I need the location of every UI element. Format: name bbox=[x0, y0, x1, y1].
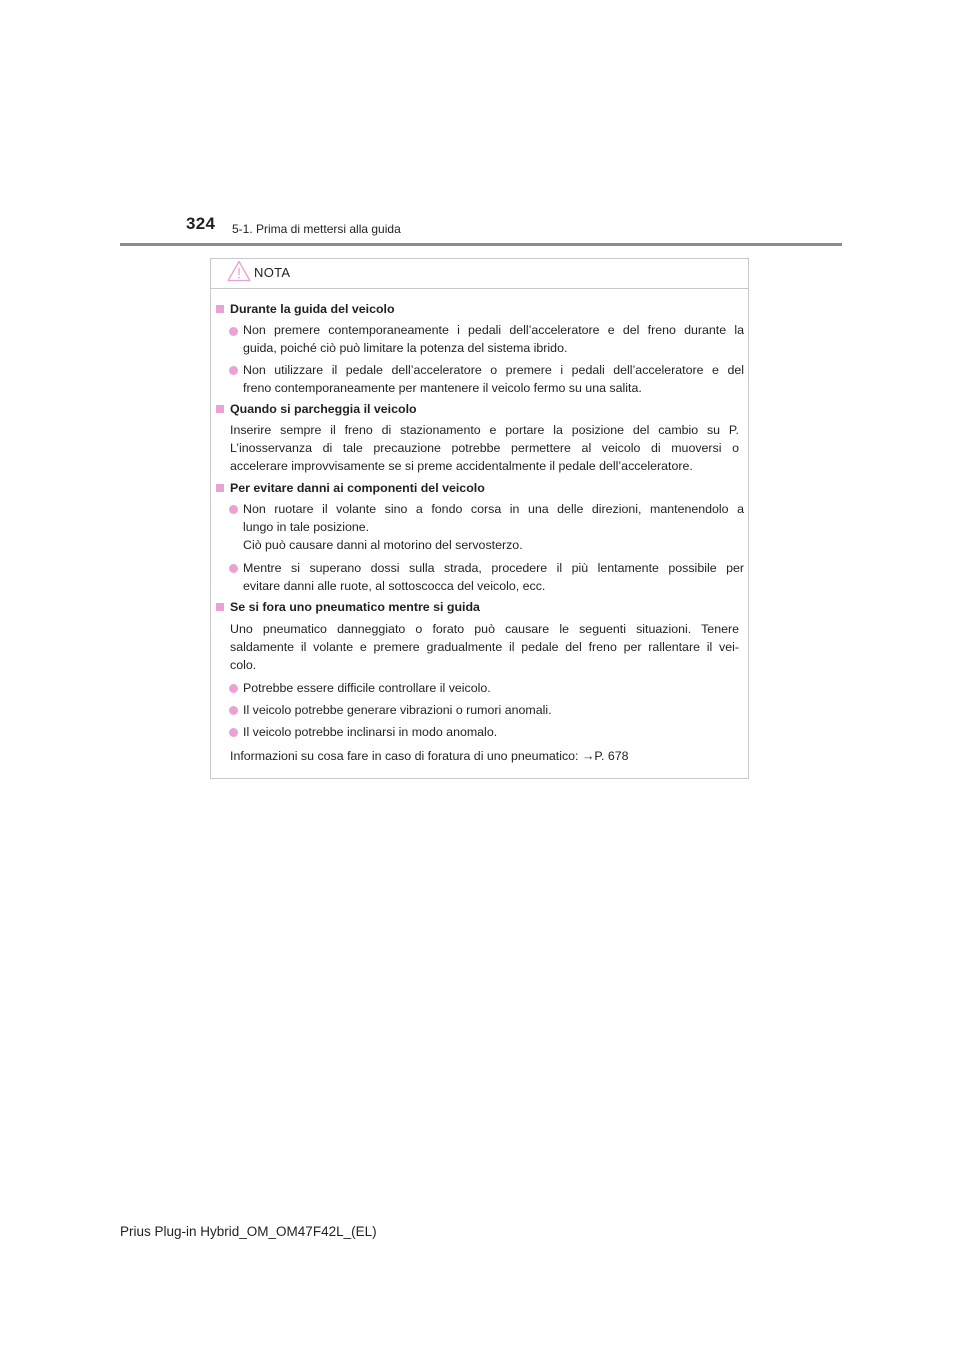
bullet-text: Mentre si superano dossi sulla strada, procedere il più lentamente possibile per bbox=[243, 561, 744, 575]
square-bullet-icon bbox=[216, 484, 224, 492]
paragraph-line: Uno pneumatico danneggiato o forato può causare le seguenti situazioni. Tenere bbox=[230, 622, 739, 636]
warning-triangle-icon bbox=[227, 260, 251, 282]
bullet-text: evitare danni alle ruote, al sottoscocca del veicolo, ecc. bbox=[243, 579, 546, 593]
paragraph-line: accelerare improvvisamente se si preme accidentalmente il pedale dell’acceleratore. bbox=[230, 459, 693, 473]
paragraph-line: Inserire sempre il freno di stazionamento e portare la posizione del cambio su P. bbox=[230, 423, 739, 437]
square-bullet-icon bbox=[216, 305, 224, 313]
bullet-icon bbox=[229, 706, 238, 715]
bullet-text: freno contemporaneamente per mantenere il veicolo fermo su una salita. bbox=[243, 381, 642, 395]
bullet-icon bbox=[229, 505, 238, 514]
paragraph-line: colo. bbox=[230, 658, 257, 672]
bullet-icon bbox=[229, 564, 238, 573]
square-bullet-icon bbox=[216, 405, 224, 413]
bullet-text: Non ruotare il volante sino a fondo corsa in una delle direzioni, mantenendolo a bbox=[243, 502, 744, 516]
section-heading: Quando si parcheggia il veicolo bbox=[216, 402, 417, 416]
bullet-icon bbox=[229, 728, 238, 737]
paragraph-line: saldamente il volante e premere gradualmente il pedale del freno per rallentare il vei- bbox=[230, 640, 739, 654]
bullet-text: Il veicolo potrebbe inclinarsi in modo anomalo. bbox=[243, 725, 498, 739]
note-header bbox=[211, 259, 748, 289]
square-bullet-icon bbox=[216, 603, 224, 611]
paragraph-line: L’inosservanza di tale precauzione potrebbe permettere al veicolo di muoversi o bbox=[230, 441, 739, 455]
bullet-icon bbox=[229, 366, 238, 375]
bullet-icon bbox=[229, 684, 238, 693]
bullet-icon bbox=[229, 327, 238, 336]
section-title: 5-1. Prima di mettersi alla guida bbox=[232, 222, 401, 236]
bullet-text: lungo in tale posizione. bbox=[243, 520, 370, 534]
page-reference: Informazioni su cosa fare in caso di foratura di uno pneumatico: →P. 678 bbox=[230, 749, 629, 763]
footer-model-code: Prius Plug-in Hybrid_OM_OM47F42L_(EL) bbox=[120, 1224, 377, 1239]
section-heading: Durante la guida del veicolo bbox=[216, 302, 395, 316]
section-heading: Se si fora uno pneumatico mentre si guida bbox=[216, 600, 480, 614]
bullet-text: guida, poiché ciò può limitare la potenza del sistema ibrido. bbox=[243, 341, 568, 355]
bullet-text: Il veicolo potrebbe generare vibrazioni o rumori anomali. bbox=[243, 703, 552, 717]
header-rule bbox=[120, 243, 842, 246]
page-number: 324 bbox=[186, 214, 216, 233]
bullet-text: Ciò può causare danni al motorino del servosterzo. bbox=[243, 538, 523, 552]
note-label: NOTA bbox=[254, 265, 291, 280]
bullet-text: Non premere contemporaneamente i pedali dell’acceleratore e del freno durante la bbox=[243, 323, 744, 337]
bullet-text: Potrebbe essere difficile controllare il veicolo. bbox=[243, 681, 491, 695]
note-box bbox=[210, 258, 749, 779]
bullet-text: Non utilizzare il pedale dell’acceleratore o premere i pedali dell’acceleratore e del bbox=[243, 363, 744, 377]
section-heading: Per evitare danni ai componenti del veicolo bbox=[216, 481, 485, 495]
